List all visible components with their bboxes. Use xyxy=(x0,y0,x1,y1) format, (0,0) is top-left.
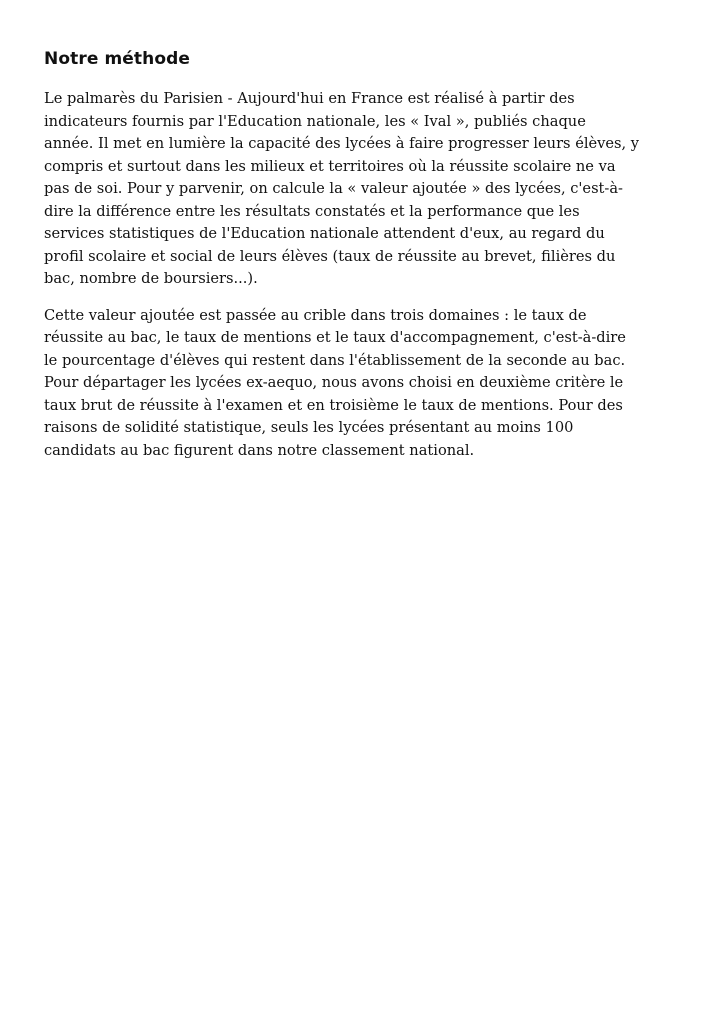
text-line: le pourcentage d'élèves qui restent dans l'établissement de la seconde au bac. xyxy=(44,351,626,369)
paragraph-methodology xyxy=(44,88,684,291)
page-title: Notre méthode xyxy=(44,49,191,69)
text-line: réussite au bac, le taux de mentions et le taux d'accompagnement, c'est-à-dire xyxy=(44,329,626,346)
text-line: Le palmarès du Parisien - Aujourd'hui en France est réalisé à partir des xyxy=(44,90,575,107)
text-line: services statistiques de l'Education nationale attendent d'eux, au regard du xyxy=(44,225,605,242)
document-content xyxy=(44,44,684,476)
text-line: taux brut de réussite à l'examen et en troisième le taux de mentions. Pour des xyxy=(44,396,623,414)
paragraph-criteria xyxy=(44,305,684,463)
text-line: indicateurs fournis par l'Education nationale, les « Ival », publiés chaque xyxy=(44,112,586,130)
text-line: année. Il met en lumière la capacité des lycées à faire progresser leurs élèves, y xyxy=(44,135,640,152)
text-line: profil scolaire et social de leurs élèves (taux de réussite au brevet, filières du xyxy=(44,247,616,265)
text-line: compris et surtout dans les milieux et territoires où la réussite scolaire ne va xyxy=(44,157,616,175)
text-line: Pour départager les lycées ex-aequo, nous avons choisi en deuxième critère le xyxy=(44,374,624,391)
text-line: candidats au bac figurent dans notre classement national. xyxy=(44,441,475,459)
text-line: Cette valeur ajoutée est passée au crible dans trois domaines : le taux de xyxy=(44,306,587,324)
text-line: bac, nombre de boursiers...). xyxy=(44,270,258,287)
text-line: pas de soi. Pour y parvenir, on calcule la « valeur ajoutée » des lycées, c'est-à- xyxy=(44,180,623,197)
text-line: raisons de solidité statistique, seuls les lycées présentant au moins 100 xyxy=(44,419,574,436)
text-line: dire la différence entre les résultats constatés et la performance que les xyxy=(44,202,580,220)
